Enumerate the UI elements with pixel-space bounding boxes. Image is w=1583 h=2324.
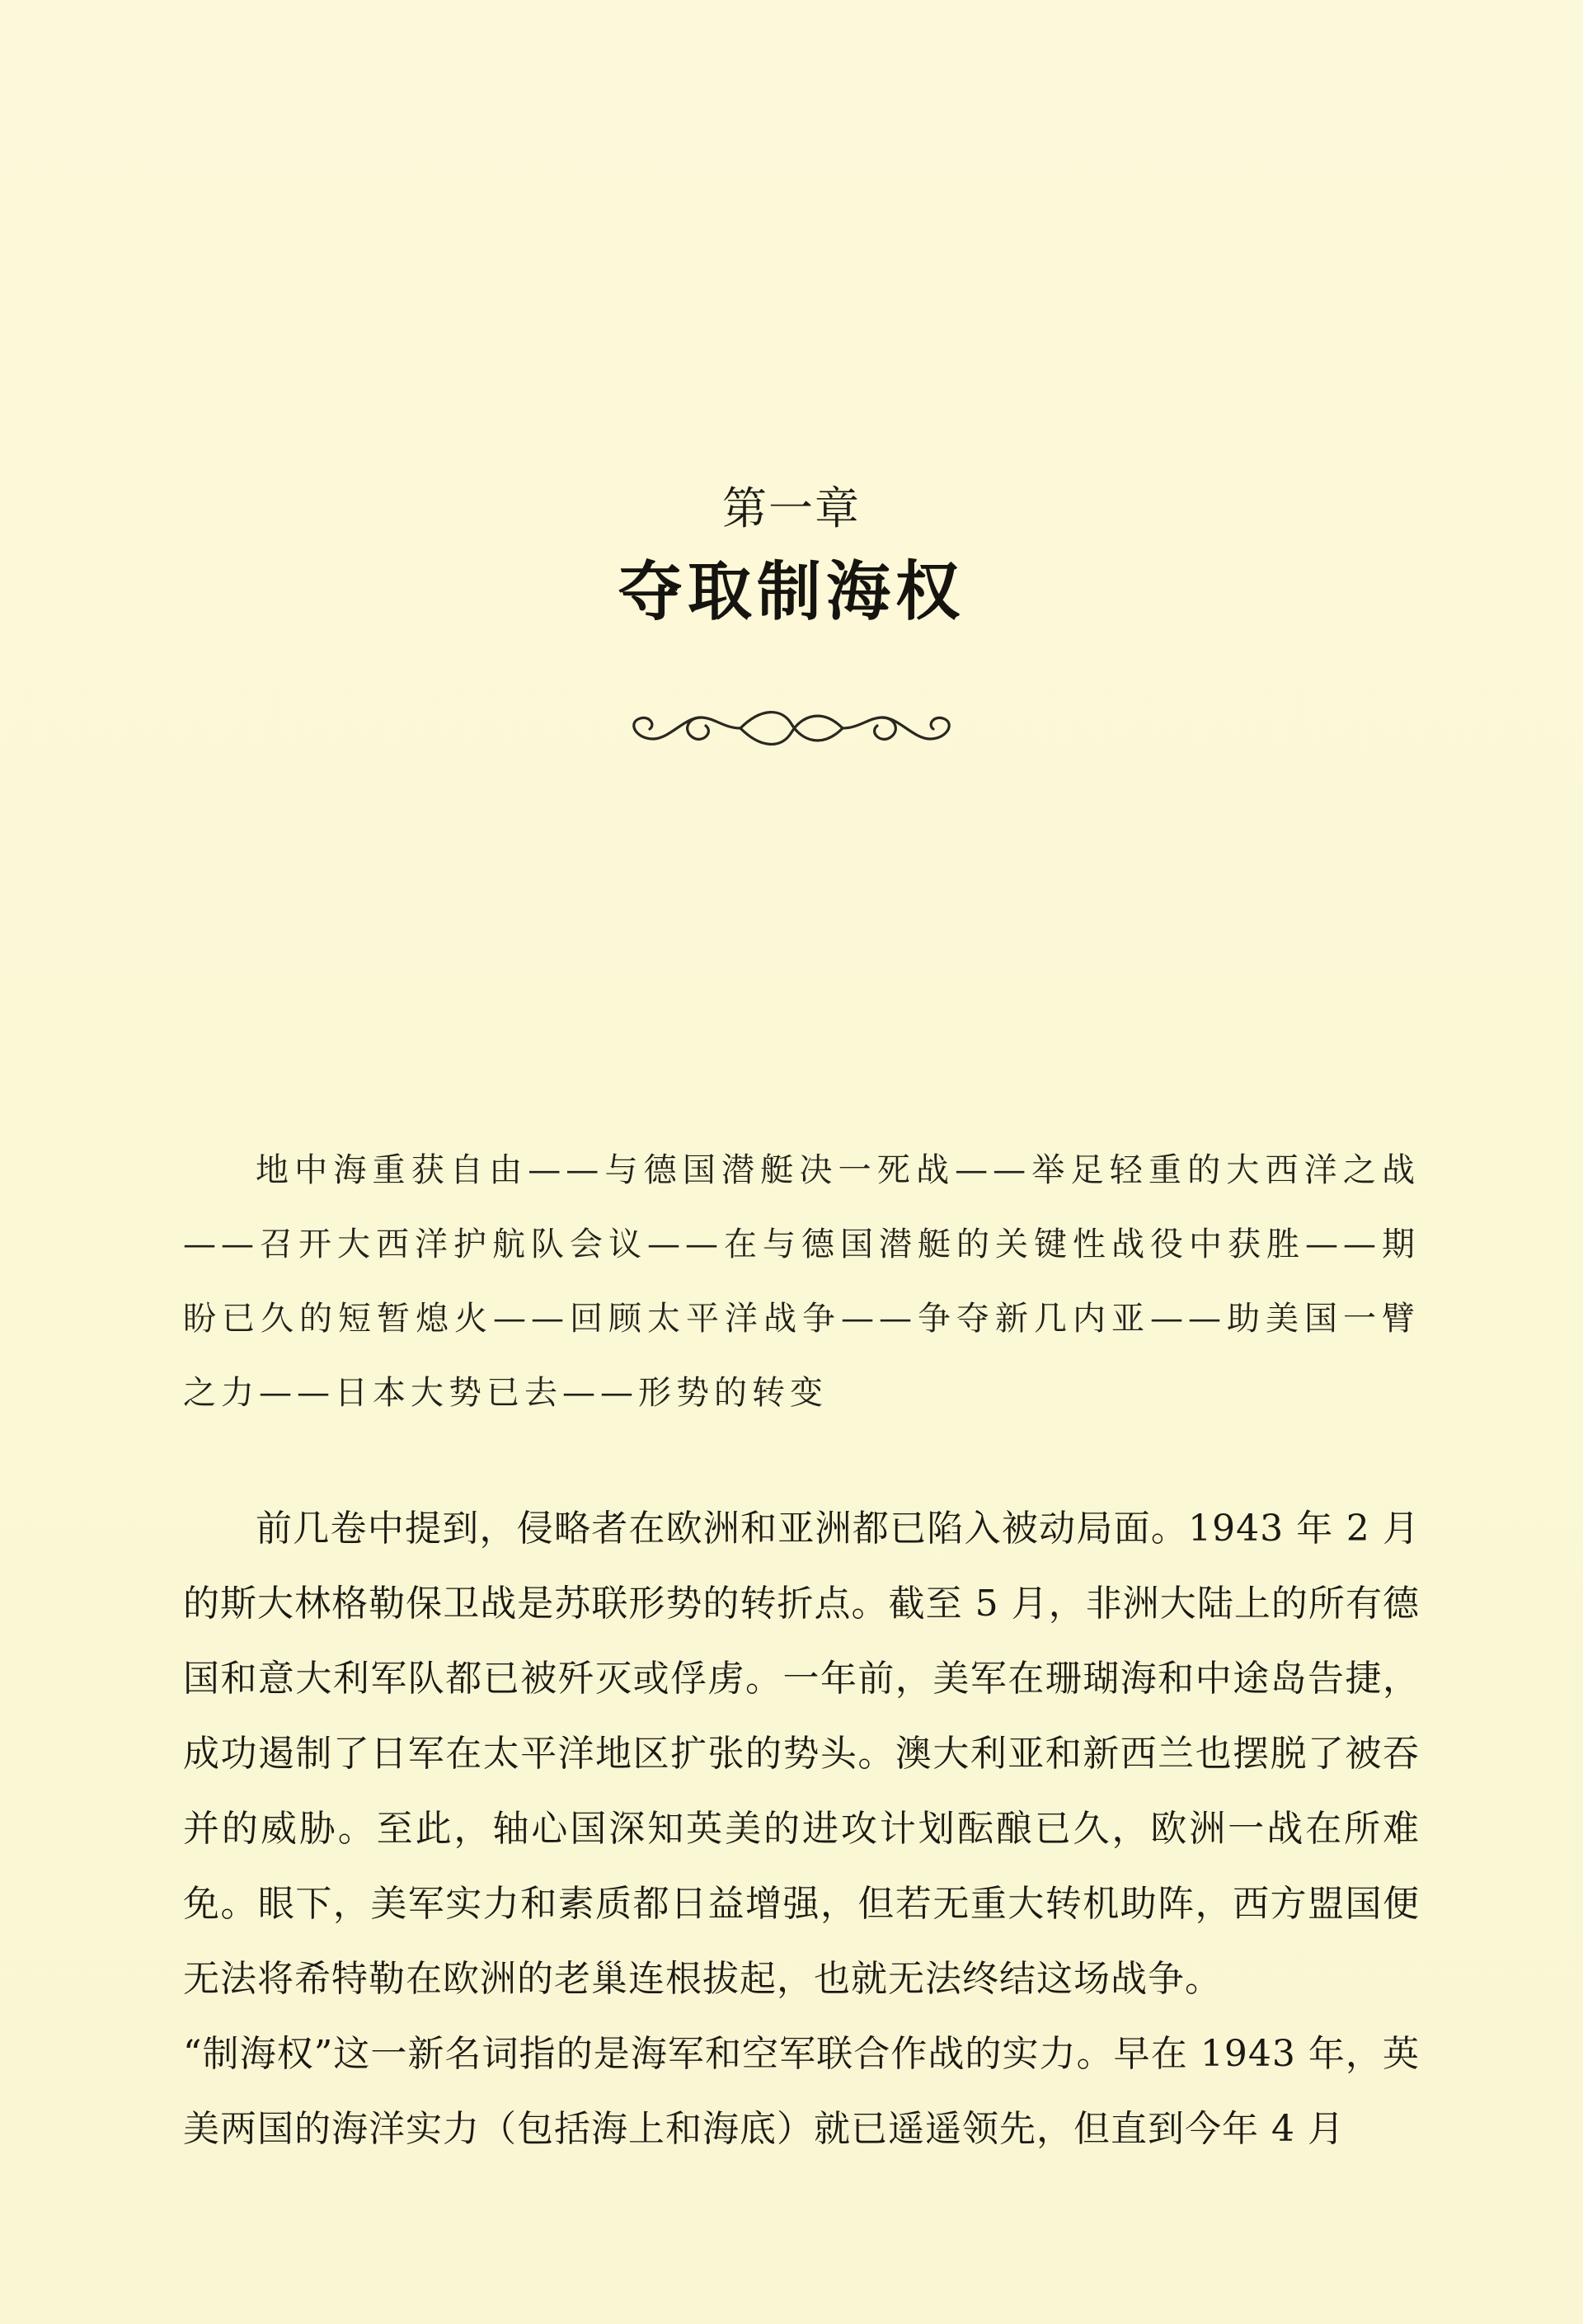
body-paragraph-1: 前几卷中提到，侵略者在欧洲和亚洲都已陷入被动局面。1943 年 2 月的斯大林格勒保卫战是苏联形势的转折点。截至 5 月，非洲大陆上的所有德国和意大利军队都已被歼灭或俘虏。一年前，美军在珊瑚海和中途岛告捷，成功遏制了日军在太平洋地区扩张的势头。澳大利亚和新西兰也摆脱了被吞并的威胁。至此，轴心国深知英美的进攻计划酝酿已久，欧洲一战在所难免。眼下，美军实力和素质都日益增强，但若无重大转机助阵，西方盟国便无法将希特勒在欧洲的老巢连根拔起，也就无法终结这场战争。 — [183, 1508, 1420, 2000]
chapter-body — [183, 1491, 1420, 2166]
flourish-left-curl-inner — [688, 717, 740, 739]
body-paragraph-2: “制海权”这一新名词指的是海军和空军联合作战的实力。早在 1943 年，英美两国的海洋实力（包括海上和海底）就已遥遥领先，但直到今年 4 月 — [183, 2033, 1420, 2150]
chapter-synopsis: 地中海重获自由——与德国潜艇决一死战——举足轻重的大西洋之战——召开大西洋护航队会议——在与德国潜艇的关键性战役中获胜——期盼已久的短暂熄火——回顾太平洋战争——争夺新几内亚——助美国一臂之力——日本大势已去——形势的转变 — [183, 1151, 1420, 1412]
flourish-right-curl-inner — [843, 717, 895, 739]
chapter-title: 夺取制海权 — [618, 554, 965, 629]
chapter-number: 第一章 — [722, 482, 861, 534]
scroll-flourish-icon — [617, 699, 966, 757]
